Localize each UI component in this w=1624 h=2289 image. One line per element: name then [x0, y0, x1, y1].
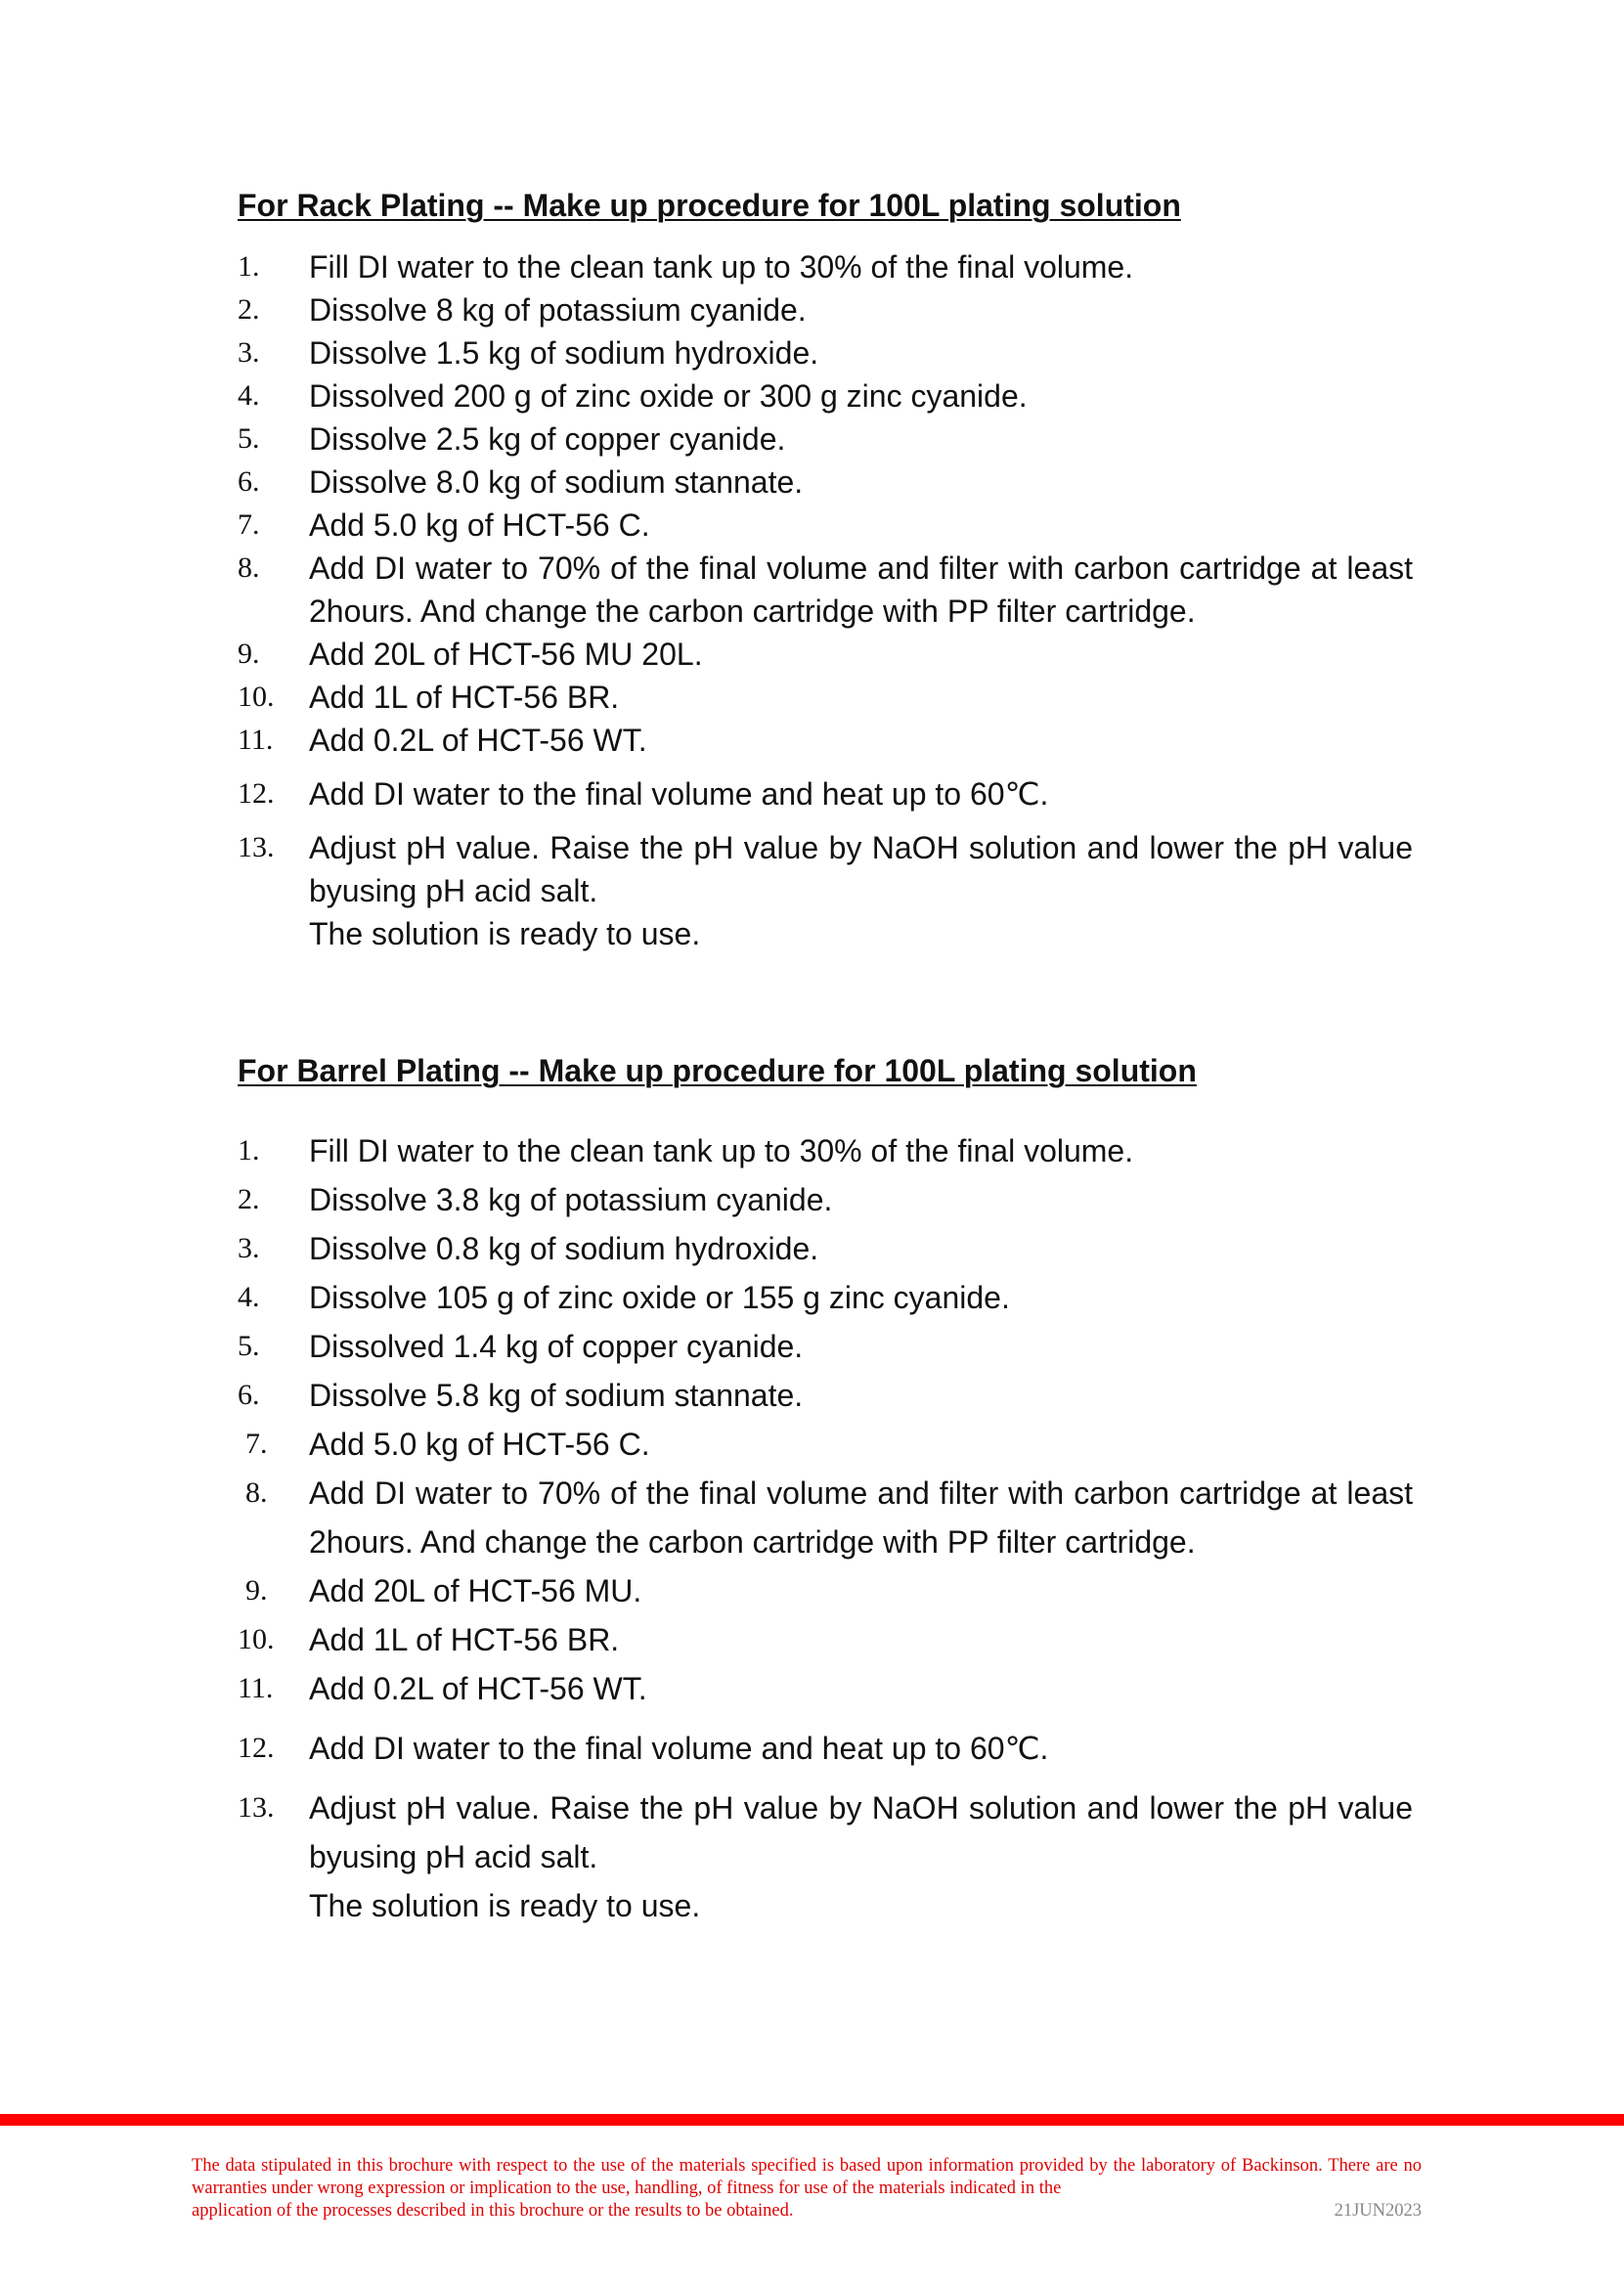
list-item: [238, 504, 1413, 547]
step-text: Add 1L of HCT-56 BR.: [309, 1622, 620, 1657]
rack-plating-title: For Rack Plating -- Make up procedure for 100L plating solution: [238, 188, 1181, 223]
step-number: 10.: [238, 681, 275, 713]
ready-note: The solution is ready to use.: [309, 1888, 701, 1923]
step-text: Dissolve 2.5 kg of copper cyanide.: [309, 421, 786, 457]
step-text: Add DI water to the final volume and heat up to 60℃.: [309, 1731, 1049, 1766]
step-number: 2.: [238, 293, 260, 326]
footer-divider: [0, 2114, 1624, 2126]
list-item: [238, 1273, 1413, 1322]
list-item: [238, 633, 1413, 676]
disclaimer-last-text: application of the processes described in this brochure or the results to be obtained.: [192, 2201, 794, 2221]
list-item: [238, 461, 1413, 504]
step-text: Dissolved 1.4 kg of copper cyanide.: [309, 1329, 804, 1364]
footer-disclaimer: [192, 2155, 1422, 2223]
step-text: Dissolve 105 g of zinc oxide or 155 g zinc cyanide.: [309, 1280, 1010, 1315]
list-item: [238, 288, 1413, 331]
step-text: Dissolve 8.0 kg of sodium stannate.: [309, 464, 804, 500]
disclaimer-last-line: [192, 2200, 1422, 2223]
step-number: 2.: [238, 1183, 260, 1215]
list-item: [238, 826, 1413, 955]
ready-note: The solution is ready to use.: [309, 916, 701, 951]
step-number: 12.: [238, 1732, 275, 1764]
list-item: [238, 1615, 1413, 1664]
barrel-plating-section: [238, 1053, 1413, 1930]
step-text: Add 1L of HCT-56 BR.: [309, 680, 620, 715]
step-text: Dissolve 5.8 kg of sodium stannate.: [309, 1378, 804, 1413]
list-item: [238, 374, 1413, 418]
step-text: Fill DI water to the clean tank up to 30% of the final volume.: [309, 1133, 1134, 1168]
step-text: Add DI water to 70% of the final volume and filter with carbon cartridge at least 2hours. And change the carbon cartridge with PP filter cartridge.: [309, 550, 1413, 629]
step-number: 1.: [238, 250, 260, 283]
step-text: Adjust pH value. Raise the pH value by NaOH solution and lower the pH value byusing pH acid salt.: [309, 1790, 1413, 1874]
step-number: 9.: [238, 638, 260, 670]
step-number: 9.: [245, 1574, 268, 1607]
list-item: [238, 418, 1413, 461]
step-text: Add DI water to 70% of the final volume and filter with carbon cartridge at least 2hours. And change the carbon cartridge with PP filter cartridge.: [309, 1475, 1413, 1560]
list-item: [238, 772, 1413, 815]
list-item: [238, 1783, 1413, 1930]
step-number: 1.: [238, 1134, 260, 1167]
list-item: [238, 719, 1413, 762]
step-number: 10.: [238, 1623, 275, 1655]
list-item: [238, 1371, 1413, 1420]
list-item: [238, 547, 1413, 633]
step-text: Add 20L of HCT-56 MU 20L.: [309, 637, 703, 672]
list-item: [238, 1126, 1413, 1175]
step-number: 13.: [238, 831, 275, 863]
list-item: [238, 331, 1413, 374]
step-text: Dissolve 1.5 kg of sodium hydroxide.: [309, 335, 819, 371]
step-text: Add 0.2L of HCT-56 WT.: [309, 723, 647, 758]
step-number: 7.: [238, 508, 260, 541]
step-number: 5.: [238, 422, 260, 455]
step-number: 12.: [238, 777, 275, 810]
step-number: 11.: [238, 1672, 274, 1704]
list-item: [238, 1322, 1413, 1371]
step-number: 8.: [238, 551, 260, 584]
step-text: Dissolved 200 g of zinc oxide or 300 g zinc cyanide.: [309, 378, 1028, 414]
step-text: Fill DI water to the clean tank up to 30% of the final volume.: [309, 249, 1134, 285]
rack-steps-list: [238, 245, 1413, 955]
document-date: 21JUN2023: [1334, 2201, 1422, 2221]
step-number: 3.: [238, 336, 260, 369]
step-text: Add 5.0 kg of HCT-56 C.: [309, 1427, 650, 1462]
step-number: 4.: [238, 379, 260, 412]
step-number: 11.: [238, 724, 274, 756]
barrel-steps-list: [238, 1126, 1413, 1930]
list-item: [238, 245, 1413, 288]
step-text: Dissolve 0.8 kg of sodium hydroxide.: [309, 1231, 819, 1266]
step-number: 4.: [238, 1281, 260, 1313]
step-number: 7.: [245, 1428, 268, 1460]
step-text: Add 5.0 kg of HCT-56 C.: [309, 507, 650, 543]
step-number: 5.: [238, 1330, 260, 1362]
step-text: Dissolve 8 kg of potassium cyanide.: [309, 292, 807, 328]
list-item: [238, 1175, 1413, 1224]
barrel-plating-title: For Barrel Plating -- Make up procedure for 100L plating solution: [238, 1053, 1197, 1088]
step-text: Add 20L of HCT-56 MU.: [309, 1573, 642, 1608]
rack-plating-section: [238, 188, 1413, 955]
step-number: 13.: [238, 1791, 275, 1824]
step-text: Add 0.2L of HCT-56 WT.: [309, 1671, 647, 1706]
step-number: 3.: [238, 1232, 260, 1264]
list-item: [238, 1664, 1413, 1713]
step-number: 6.: [238, 1379, 260, 1411]
list-item: [238, 1469, 1413, 1566]
list-item: [238, 1566, 1413, 1615]
disclaimer-text: The data stipulated in this brochure with respect to the use of the materials specified is based upon information provided by the laboratory of Backinson. There are no warranties under wrong expression or implication to the use, handling, of fitness for use of the materials indicated in the: [192, 2156, 1422, 2198]
list-item: [238, 676, 1413, 719]
list-item: [238, 1724, 1413, 1773]
step-text: Adjust pH value. Raise the pH value by NaOH solution and lower the pH value byusing pH acid salt.: [309, 830, 1413, 908]
step-number: 8.: [245, 1476, 268, 1509]
step-text: Add DI water to the final volume and heat up to 60℃.: [309, 776, 1049, 812]
step-text: Dissolve 3.8 kg of potassium cyanide.: [309, 1182, 833, 1217]
list-item: [238, 1224, 1413, 1273]
step-number: 6.: [238, 465, 260, 498]
list-item: [238, 1420, 1413, 1469]
